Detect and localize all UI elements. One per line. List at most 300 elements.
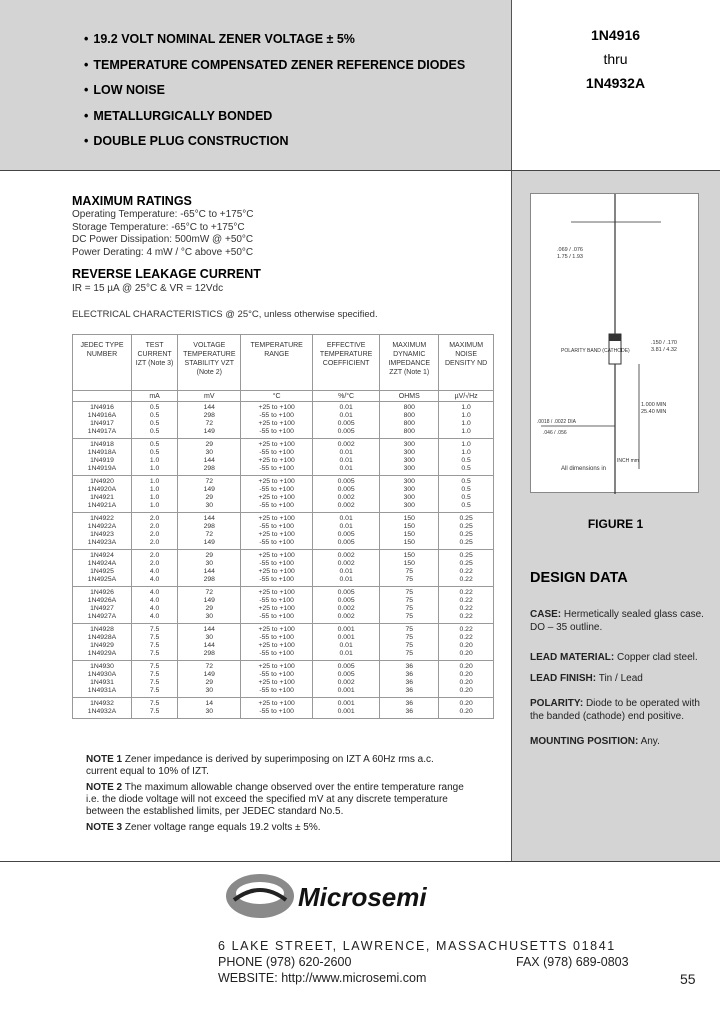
table-cell: 7.5 [131, 624, 177, 635]
table-cell: 0.22 [439, 587, 494, 598]
table-cell: 144 [178, 457, 241, 465]
table-cell: 36 [380, 708, 439, 719]
table-cell: 1.0 [131, 465, 177, 476]
table-cell: 0.5 [439, 502, 494, 513]
table-cell: 36 [380, 687, 439, 698]
table-cell: 0.002 [312, 550, 379, 561]
mounting-spec: MOUNTING POSITION: Any. [530, 736, 660, 747]
table-cell: 0.01 [312, 650, 379, 661]
table-cell: 1.0 [439, 449, 494, 457]
table-cell: 298 [178, 576, 241, 587]
table-cell: 7.5 [131, 679, 177, 687]
table-cell: +25 to +100 [241, 568, 313, 576]
table-cell: 2.0 [131, 550, 177, 561]
table-cell: 0.5 [439, 476, 494, 487]
table-row [73, 587, 494, 598]
dim-label: 1.000 MIN [641, 402, 667, 408]
table-cell: 0.005 [312, 428, 379, 439]
note-3: NOTE 3 Zener voltage range equals 19.2 volts ± 5%. [86, 822, 321, 833]
table-cell: 144 [178, 513, 241, 524]
table-row [73, 420, 494, 428]
table-cell: 0.22 [439, 568, 494, 576]
table-cell: 75 [380, 605, 439, 613]
table-cell: +25 to +100 [241, 402, 313, 413]
col-header: TEST CURRENT IZT (Note 3) [131, 335, 177, 391]
unit-cell: µV/√Hz [439, 391, 494, 402]
rating-line: Operating Temperature: -65°C to +175°C [72, 209, 254, 220]
unit-cell: %/°C [312, 391, 379, 402]
feature-item: • TEMPERATURE COMPENSATED ZENER REFERENCE DIODES [84, 53, 465, 79]
table-cell: 0.005 [312, 587, 379, 598]
table-cell: 1N4922 [73, 513, 132, 524]
table-cell: 0.002 [312, 605, 379, 613]
row-group [73, 661, 494, 698]
footnote-label: INCH mm [617, 458, 639, 464]
table-row [73, 502, 494, 513]
table-cell: 36 [380, 671, 439, 679]
unit-cell [73, 391, 132, 402]
table-cell: 7.5 [131, 708, 177, 719]
note-1: NOTE 1 Zener impedance is derived by superimposing on IZT A 60Hz rms a.c. current equal to 10% of IZT. [86, 754, 434, 777]
table-cell: 75 [380, 576, 439, 587]
row-group [73, 513, 494, 550]
table-row [73, 597, 494, 605]
table-cell: +25 to +100 [241, 679, 313, 687]
table-cell: 0.5 [439, 465, 494, 476]
table-cell: 144 [178, 402, 241, 413]
table-row [73, 402, 494, 413]
table-cell: 75 [380, 624, 439, 635]
table-cell: -55 to +100 [241, 449, 313, 457]
figure-label: FIGURE 1 [587, 517, 644, 531]
table-cell: 0.005 [312, 486, 379, 494]
table-cell: 149 [178, 671, 241, 679]
table-cell: 0.20 [439, 671, 494, 679]
dim-label: 1.75 / 1.93 [557, 254, 583, 260]
table-cell: 1N4931A [73, 687, 132, 698]
table-cell: 0.20 [439, 661, 494, 672]
col-header: MAXIMUM NOISE DENSITY ND [439, 335, 494, 391]
table-cell: +25 to +100 [241, 476, 313, 487]
table-row [73, 465, 494, 476]
diode-outline-figure [530, 193, 699, 493]
feature-list [84, 27, 465, 155]
feature-item: • METALLURGICALLY BONDED [84, 104, 465, 130]
logo-graphic [220, 866, 480, 926]
table-cell: 0.22 [439, 605, 494, 613]
table-cell: 1N4930 [73, 661, 132, 672]
unit-cell: °C [241, 391, 313, 402]
table-cell: 0.20 [439, 650, 494, 661]
table-cell: 72 [178, 587, 241, 598]
table-cell: 4.0 [131, 568, 177, 576]
table-cell: 29 [178, 550, 241, 561]
table-cell: 75 [380, 587, 439, 598]
table-cell: 0.001 [312, 708, 379, 719]
table-row [73, 698, 494, 709]
table-cell: 2.0 [131, 523, 177, 531]
polarity-spec: POLARITY: Diode to be operated with the banded (cathode) end positive. [530, 698, 700, 722]
table-row [73, 661, 494, 672]
table-cell: 150 [380, 539, 439, 550]
table-cell: 1.0 [131, 457, 177, 465]
table-row [73, 568, 494, 576]
table-cell: 75 [380, 650, 439, 661]
table-cell: 0.002 [312, 560, 379, 568]
table-cell: 0.25 [439, 513, 494, 524]
col-header: VOLTAGE TEMPERATURE STABILITY VZT (Note 2) [178, 335, 241, 391]
part-number-last: 1N4932A [585, 75, 646, 91]
table-cell: 1N4919A [73, 465, 132, 476]
table-cell: 298 [178, 650, 241, 661]
table-cell: 29 [178, 494, 241, 502]
table-cell: 0.002 [312, 494, 379, 502]
table-cell: -55 to +100 [241, 428, 313, 439]
table-cell: 298 [178, 523, 241, 531]
table-cell: 800 [380, 402, 439, 413]
dim-label: .0018 / .0022 DIA [537, 419, 576, 425]
table-cell: 7.5 [131, 661, 177, 672]
table-cell: 0.002 [312, 613, 379, 624]
table-cell: -55 to +100 [241, 539, 313, 550]
table-cell: -55 to +100 [241, 486, 313, 494]
table-cell: -55 to +100 [241, 523, 313, 531]
divider [0, 861, 720, 862]
table-cell: 30 [178, 613, 241, 624]
table-row [73, 679, 494, 687]
table-cell: 1N4918 [73, 439, 132, 450]
table-cell: 72 [178, 661, 241, 672]
table-cell: 1.0 [439, 428, 494, 439]
table-cell: 1.0 [131, 476, 177, 487]
row-group [73, 402, 494, 439]
table-cell: 1N4924A [73, 560, 132, 568]
table-cell: 1N4929A [73, 650, 132, 661]
table-cell: 2.0 [131, 531, 177, 539]
table-cell: 75 [380, 568, 439, 576]
table-cell: 4.0 [131, 587, 177, 598]
table-row [73, 513, 494, 524]
table-row [73, 494, 494, 502]
table-cell: 0.01 [312, 568, 379, 576]
footnote-label: All dimensions in [561, 466, 607, 472]
table-cell: -55 to +100 [241, 465, 313, 476]
table-cell: 0.01 [312, 576, 379, 587]
col-header: EFFECTIVE TEMPERATURE COEFFICIENT [312, 335, 379, 391]
table-cell: 0.22 [439, 613, 494, 624]
table-cell: 0.002 [312, 502, 379, 513]
table-cell: 0.01 [312, 513, 379, 524]
table-row [73, 412, 494, 420]
table-cell: 1N4930A [73, 671, 132, 679]
table-cell: 36 [380, 661, 439, 672]
dim-label: 3.81 / 4.32 [651, 347, 677, 353]
table-cell: 0.5 [131, 428, 177, 439]
table-cell: 1N4920 [73, 476, 132, 487]
table-cell: 0.22 [439, 634, 494, 642]
table-cell: 72 [178, 476, 241, 487]
table-cell: 300 [380, 439, 439, 450]
table-cell: 1N4931 [73, 679, 132, 687]
table-cell: 0.5 [131, 412, 177, 420]
table-cell: 14 [178, 698, 241, 709]
table-cell: -55 to +100 [241, 412, 313, 420]
table-cell: 1N4921A [73, 502, 132, 513]
table-cell: 1N4928 [73, 624, 132, 635]
table-cell: 75 [380, 634, 439, 642]
table-cell: -55 to +100 [241, 502, 313, 513]
table-row [73, 476, 494, 487]
microsemi-logo [220, 866, 480, 926]
table-cell: +25 to +100 [241, 420, 313, 428]
table-cell: 72 [178, 531, 241, 539]
table-cell: +25 to +100 [241, 494, 313, 502]
row-group [73, 476, 494, 513]
table-cell: 149 [178, 486, 241, 494]
table-cell: 0.01 [312, 465, 379, 476]
table-cell: 1N4932A [73, 708, 132, 719]
leakage-title: REVERSE LEAKAGE CURRENT [72, 267, 261, 281]
table-cell: -55 to +100 [241, 650, 313, 661]
table-row [73, 457, 494, 465]
table-cell: 150 [380, 531, 439, 539]
table-cell: 0.01 [312, 449, 379, 457]
page-number: 55 [680, 971, 696, 987]
case-spec: CASE: Hermetically sealed glass case. DO – 35 outline. [530, 609, 704, 633]
table-cell: 30 [178, 560, 241, 568]
table-cell: 1.0 [439, 412, 494, 420]
table-cell: 300 [380, 494, 439, 502]
table-cell: 0.005 [312, 539, 379, 550]
row-group [73, 550, 494, 587]
table-row [73, 624, 494, 635]
note-2: NOTE 2 The maximum allowable change observed over the entire temperature range i.e. the diode voltage will not exceed the specified mV at any discrete temperature between the established limits, per JEDEC standard No.5. [86, 782, 464, 817]
table-cell: 1N4924 [73, 550, 132, 561]
table-cell: 300 [380, 502, 439, 513]
table-cell: 1N4925 [73, 568, 132, 576]
table-row [73, 671, 494, 679]
table-cell: 0.01 [312, 523, 379, 531]
table-cell: 1N4916A [73, 412, 132, 420]
table-cell: 0.25 [439, 550, 494, 561]
table-cell: 0.005 [312, 597, 379, 605]
table-cell: +25 to +100 [241, 698, 313, 709]
table-cell: 300 [380, 449, 439, 457]
electrical-characteristics-table [72, 334, 494, 719]
table-cell: 2.0 [131, 513, 177, 524]
table-cell: 1.0 [439, 420, 494, 428]
table-cell: 75 [380, 642, 439, 650]
table-cell: -55 to +100 [241, 560, 313, 568]
rating-line: Storage Temperature: -65°C to +175°C [72, 221, 245, 233]
table-cell: 1N4928A [73, 634, 132, 642]
table-cell: 7.5 [131, 687, 177, 698]
table-cell: 30 [178, 449, 241, 457]
dim-label: .150 / .170 [651, 340, 677, 346]
table-cell: 2.0 [131, 560, 177, 568]
table-cell: 300 [380, 457, 439, 465]
table-row [73, 539, 494, 550]
table-cell: 800 [380, 420, 439, 428]
col-header: TEMPERATURE RANGE [241, 335, 313, 391]
table-cell: 0.5 [131, 449, 177, 457]
leakage-line: IR = 15 µA @ 25°C & VR = 12Vdc [72, 283, 224, 294]
row-group [73, 587, 494, 624]
table-cell: 0.001 [312, 687, 379, 698]
phone: PHONE (978) 620-2600 [218, 955, 352, 969]
table-cell: 149 [178, 428, 241, 439]
table-cell: 0.005 [312, 476, 379, 487]
company-name: Microsemi [298, 882, 427, 912]
table-row [73, 449, 494, 457]
table-cell: 30 [178, 687, 241, 698]
table-cell: 0.20 [439, 708, 494, 719]
table-cell: 1N4929 [73, 642, 132, 650]
part-thru: thru [603, 51, 628, 67]
table-cell: 149 [178, 539, 241, 550]
table-cell: 149 [178, 597, 241, 605]
table-cell: 75 [380, 613, 439, 624]
table-cell: -55 to +100 [241, 576, 313, 587]
table-row [73, 523, 494, 531]
table-cell: +25 to +100 [241, 642, 313, 650]
table-cell: 1N4927A [73, 613, 132, 624]
table-cell: +25 to +100 [241, 513, 313, 524]
table-cell: 75 [380, 597, 439, 605]
row-group [73, 439, 494, 476]
lead-material-spec: LEAD MATERIAL: Copper clad steel. [530, 652, 698, 663]
table-cell: 150 [380, 560, 439, 568]
table-row [73, 531, 494, 539]
table-cell: 0.005 [312, 661, 379, 672]
table-row [73, 576, 494, 587]
table-row [73, 687, 494, 698]
table-cell: 7.5 [131, 642, 177, 650]
table-cell: 7.5 [131, 634, 177, 642]
table-cell: +25 to +100 [241, 661, 313, 672]
table-cell: +25 to +100 [241, 624, 313, 635]
table-row [73, 613, 494, 624]
table-cell: 30 [178, 502, 241, 513]
row-group [73, 698, 494, 719]
rating-line: Power Derating: 4 mW / °C above +50°C [72, 246, 254, 258]
table-cell: 4.0 [131, 605, 177, 613]
table-cell: 1.0 [131, 494, 177, 502]
table-cell: 0.20 [439, 642, 494, 650]
table-cell: 0.25 [439, 531, 494, 539]
table-cell: 300 [380, 465, 439, 476]
table-cell: 0.005 [312, 420, 379, 428]
table-cell: 4.0 [131, 613, 177, 624]
elec-title: ELECTRICAL CHARACTERISTICS @ 25°C, unless otherwise specified. [72, 309, 378, 320]
table-cell: 72 [178, 420, 241, 428]
table-cell: +25 to +100 [241, 531, 313, 539]
table-cell: 4.0 [131, 576, 177, 587]
table-cell: 0.20 [439, 698, 494, 709]
table-cell: +25 to +100 [241, 587, 313, 598]
table-row [73, 560, 494, 568]
table-cell: 1.0 [131, 502, 177, 513]
table-row [73, 708, 494, 719]
table-cell: 300 [380, 476, 439, 487]
table-cell: 300 [380, 486, 439, 494]
cathode-band [609, 334, 621, 341]
table-cell: 1N4920A [73, 486, 132, 494]
table-cell: 1.0 [131, 486, 177, 494]
table-cell: 1N4926A [73, 597, 132, 605]
table-cell: -55 to +100 [241, 597, 313, 605]
table-row [73, 550, 494, 561]
table-cell: 0.5 [439, 457, 494, 465]
table-cell: 1.0 [439, 402, 494, 413]
table-cell: 0.002 [312, 439, 379, 450]
table-cell: 0.01 [312, 402, 379, 413]
table-cell: 4.0 [131, 597, 177, 605]
col-header: JEDEC TYPE NUMBER [73, 335, 132, 391]
table-cell: -55 to +100 [241, 613, 313, 624]
table-cell: 1N4923 [73, 531, 132, 539]
table-cell: 1N4916 [73, 402, 132, 413]
website: WEBSITE: http://www.microsemi.com [218, 971, 427, 985]
col-header: MAXIMUM DYNAMIC IMPEDANCE ZZT (Note 1) [380, 335, 439, 391]
max-ratings-title: MAXIMUM RATINGS [72, 194, 192, 208]
table-cell: 1N4918A [73, 449, 132, 457]
fax: FAX (978) 689-0803 [516, 955, 629, 969]
dim-label: .046 / .056 [543, 430, 567, 436]
unit-cell: mV [178, 391, 241, 402]
table-cell: 0.005 [312, 531, 379, 539]
dim-label: .069 / .076 [557, 247, 583, 253]
table-cell: 29 [178, 679, 241, 687]
unit-cell: mA [131, 391, 177, 402]
table-cell: 0.5 [439, 486, 494, 494]
table-row [73, 642, 494, 650]
max-ratings-list [72, 209, 254, 259]
table-cell: -55 to +100 [241, 687, 313, 698]
notes [86, 754, 466, 838]
part-number-first: 1N4916 [590, 27, 641, 43]
table-cell: 7.5 [131, 671, 177, 679]
address: 6 LAKE STREET, LAWRENCE, MASSACHUSETTS 01841 [218, 939, 616, 953]
table-row [73, 634, 494, 642]
table-cell: +25 to +100 [241, 457, 313, 465]
lead-finish-spec: LEAD FINISH: Tin / Lead [530, 673, 643, 684]
feature-item: • DOUBLE PLUG CONSTRUCTION [84, 129, 465, 155]
table-cell: 0.22 [439, 597, 494, 605]
table-cell: 1N4917 [73, 420, 132, 428]
table-cell: 0.20 [439, 687, 494, 698]
feature-item: • LOW NOISE [84, 78, 465, 104]
table-cell: 298 [178, 412, 241, 420]
table-cell: 29 [178, 439, 241, 450]
table-cell: 7.5 [131, 650, 177, 661]
table-cell: 29 [178, 605, 241, 613]
table-row [73, 439, 494, 450]
table-cell: 800 [380, 412, 439, 420]
feature-item: • 19.2 VOLT NOMINAL ZENER VOLTAGE ± 5% [84, 27, 465, 53]
table-row [73, 605, 494, 613]
table-row [73, 650, 494, 661]
table-cell: 7.5 [131, 698, 177, 709]
table-cell: 144 [178, 642, 241, 650]
table-cell: +25 to +100 [241, 439, 313, 450]
table-cell: +25 to +100 [241, 550, 313, 561]
table-cell: -55 to +100 [241, 671, 313, 679]
table-cell: 150 [380, 523, 439, 531]
table-cell: 800 [380, 428, 439, 439]
polarity-label: POLARITY BAND (CATHODE) [561, 348, 630, 354]
table-cell: 0.5 [131, 402, 177, 413]
